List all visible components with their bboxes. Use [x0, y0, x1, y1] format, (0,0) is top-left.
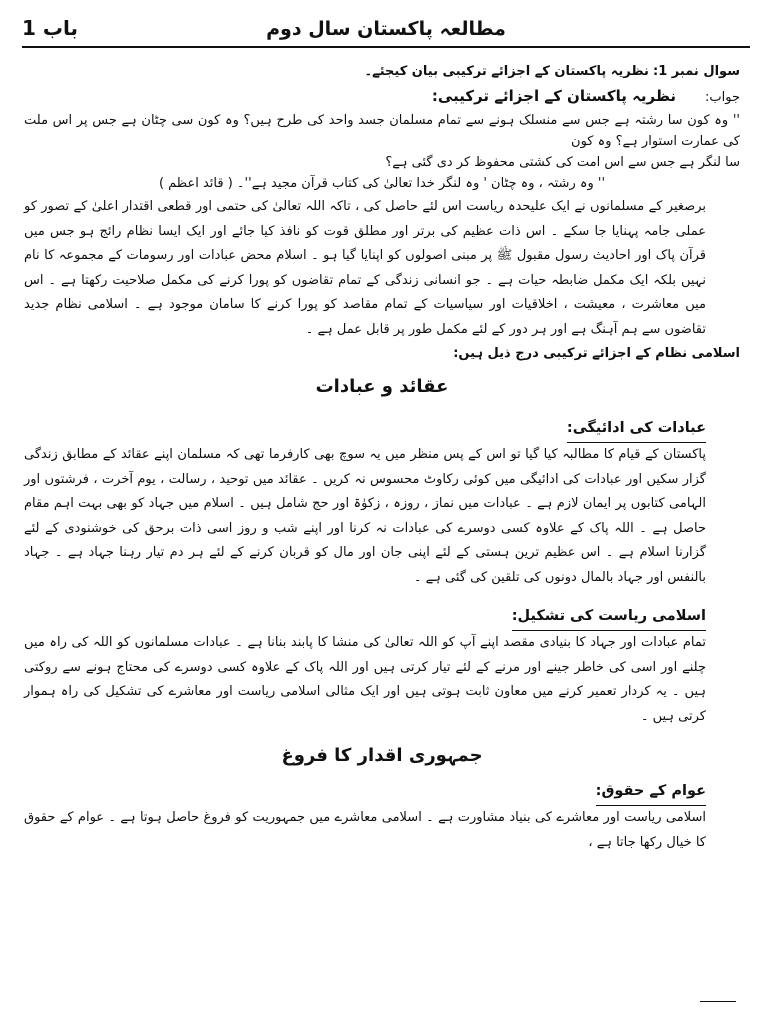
intro-line-2: سا لنگر ہے جس سے اس امت کی کشتی محفوظ کر دی گئی ہے؟ — [385, 155, 740, 170]
subheading-ibadat: عبادات کی ادائیگی: — [567, 414, 706, 443]
answer-line — [24, 84, 740, 110]
paragraph-ibadat: پاکستان کے قیام کا مطالبہ کیا گیا تو اس کے پس منظر میں یہ سوچ بھی کارفرما تھی کہ مسلمان اپنے عقائد کے مطابق زندگی گزار سکیں اور عبادات کی ادائیگی میں کوئی رکاوٹ محسوس نہ کریں ۔ عقائد میں توحید ، رسالت ، یوم آخرت ، فرشتوں اور الہامی کتابوں پر ایمان لازم ہے ۔ عبادات میں نماز ، روزہ ، زکوٰۃ اور حج شامل ہیں ۔ اسلام میں جہاد کو بھی بہت اہم مقام حاصل ہے ۔ اللہ پاک کے علاوہ کسی دوسرے کی عبادات نہ کرنا اور اپنے شب و روز اسی ذات برحق کی خوشنودی کے لئے گزارنا اسلام ہے ۔ اس عظیم ترین ہستی کے لئے اپنی جان اور مال کو قربان کرنے کے لئے ہر دم تیار رہنا جہاد ہے ۔ جہاد بالنفس اور جہاد بالمال دونوں کی تلقین کی گئی ہے ۔ — [24, 447, 706, 585]
subheading-islamic-state: اسلامی ریاست کی تشکیل: — [512, 602, 706, 631]
paragraph-1: برصغیر کے مسلمانوں نے ایک علیحدہ ریاست اس لئے حاصل کی ، تاکہ اللہ تعالیٰ کی حتمی اور قطعی اقتدار اعلیٰ کے تصور کو عملی جامہ پہنایا جا سکے ۔ اس ذات عظیم کی برتر اور مطلق قوت کو نافذ کیا جائے اور ایک ایسا نظام رائج ہو جس میں قرآن پاک اور احادیث رسول مقبول ﷺ پر مبنی اصولوں کو اپنایا گیا ہو ۔ اسلام محض عبادات اور رسومات کے مجموعہ کا نام نہیں بلکہ ایک مکمل ضابطہ حیات ہے ۔ جو انسانی زندگی کے تمام تقاضوں کو پورا کرنے کی مکمل صلاحیت رکھتا ہے ۔ اس میں معاشرت ، معیشت ، اخلاقیات اور سیاسیات کے تمام مقاصد کو پورا کرنے کا سامان موجود ہے ۔ اسلامی نظام جدید تقاضوں سے ہم آہنگ ہے اور ہر دور کے لئے مکمل طور پر قابل عمل ہے ۔ — [24, 199, 706, 337]
question-label: سوال نمبر 1: — [653, 64, 740, 79]
page-content — [24, 60, 740, 855]
subheading-public-rights: عوام کے حقوق: — [596, 777, 706, 806]
answer-heading: نظریہ پاکستان کے اجزائے ترکیبی: — [431, 87, 677, 105]
question-line — [24, 60, 740, 84]
section-title-aqaid: عقائد و عبادات — [315, 376, 449, 397]
chapter-label: باب 1 — [22, 16, 79, 40]
paragraph-public-rights: اسلامی ریاست اور معاشرے کی بنیاد مشاورت ہے ۔ اسلامی معاشرے میں جمہوریت کو فروغ حاصل ہوتا ہے ۔ عوام کے حقوق کا خیال رکھا جاتا ہے ، — [24, 810, 706, 850]
quaid-quote: '' وہ رشتہ ، وہ چٹان ' وہ لنگر خدا تعالیٰ کی کتاب قرآن مجید ہے''۔ ( قائد اعظم ) — [158, 176, 606, 191]
intro-line-1: '' وہ کون سا رشتہ ہے جس سے منسلک ہونے سے تمام مسلمان جسد واحد کی طرح ہیں؟ وہ کون سی چٹان ہے جس پر اس ملت کی عمارت استوار ہے؟ وہ کون — [24, 113, 740, 149]
components-line: اسلامی نظام کے اجزائے ترکیبی درج ذیل ہیں: — [453, 346, 740, 361]
answer-label: جواب: — [705, 90, 740, 105]
question-text: نظریہ پاکستان کے اجزائے ترکیبی بیان کیجئے۔ — [364, 64, 649, 79]
header-title: مطالعہ پاکستان سال دوم — [266, 18, 506, 40]
paragraph-islamic-state: تمام عبادات اور جہاد کا بنیادی مقصد اپنے آپ کو اللہ تعالیٰ کی منشا کا پابند بنانا ہے ۔ عبادات مسلمانوں کو اللہ کی راہ میں چلنے اور اسی کی خاطر جینے اور مرنے کے لئے تیار کرتی ہیں اور اللہ پاک کے علاوہ کسی دوسرے کی محتاج ہونے سے روکتی ہیں ۔ یہ کردار تعمیر کرنے میں معاون ثابت ہوتی ہیں اور ایک مثالی اسلامی ریاست اور معاشرے کی تشکیل کی راہ ہموار کرتی ہیں ۔ — [24, 635, 706, 724]
section-title-democratic-values: جمہوری اقدار کا فروغ — [281, 745, 483, 766]
page-header — [22, 12, 750, 48]
footer-rule — [700, 1001, 736, 1002]
